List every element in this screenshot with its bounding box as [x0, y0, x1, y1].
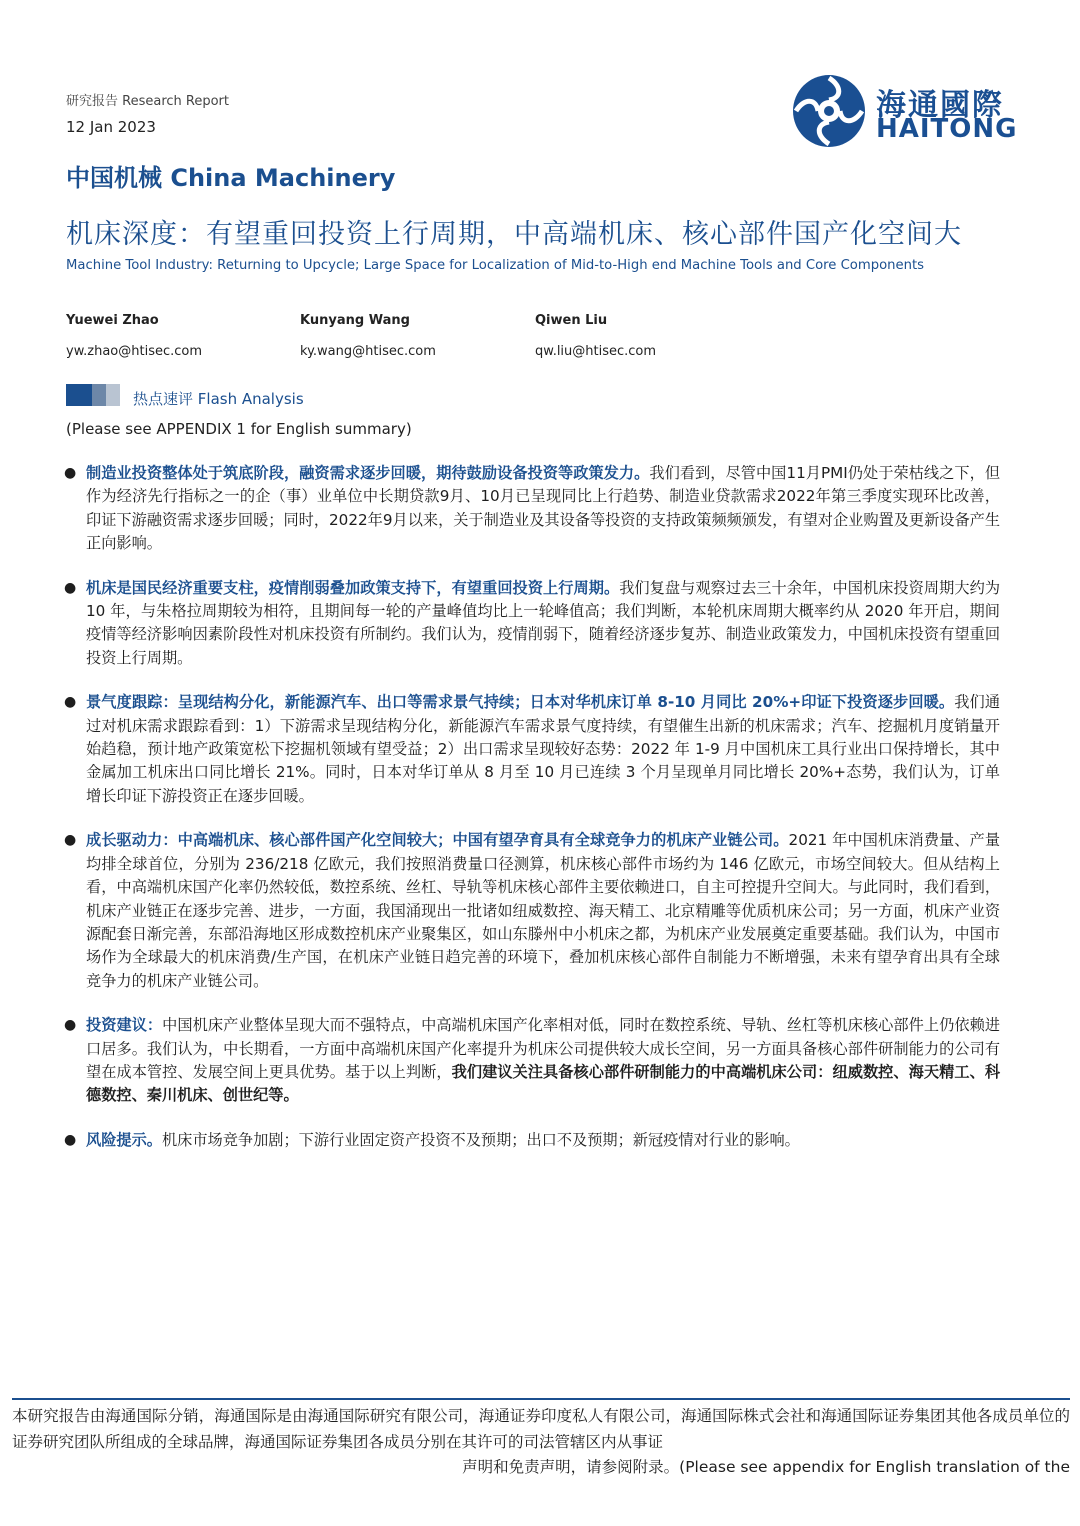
key-point — [62, 1129, 1000, 1152]
author-email[interactable]: yw.zhao@htisec.com — [66, 344, 203, 359]
report-type: 研究报告 Research Report — [66, 94, 229, 109]
bullet-dot-icon: ● — [64, 579, 77, 596]
key-point — [62, 462, 1000, 556]
key-point — [62, 691, 1000, 808]
author-email[interactable]: qw.liu@htisec.com — [535, 344, 657, 359]
key-point — [62, 1014, 1000, 1108]
key-point-headline: 景气度跟踪：呈现结构分化，新能源汽车、出口等需求景气持续；日本对华机床订单 8-10 月同比 20%+印证下投资逐步回暖。 — [86, 693, 955, 712]
investment-recommendation: 我们建议关注具备核心部件研制能力的中高端机床公司：纽威数控、海天精工、科德数控、秦川机床、创世纪等。 — [86, 1062, 1001, 1105]
author-name: Kunyang Wang — [300, 313, 410, 328]
haitong-emblem-icon — [790, 72, 868, 150]
report-title-en: Machine Tool Industry: Returning to Upcycle; Large Space for Localization of Mid-to-High end Machine Tools and Core Components — [66, 258, 925, 273]
report-date: 12 Jan 2023 — [66, 118, 156, 136]
flash-analysis-label: 热点速评 Flash Analysis — [133, 390, 304, 408]
key-point-headline: 投资建议： — [86, 1016, 163, 1035]
bullet-dot-icon: ● — [64, 1017, 77, 1034]
key-point-body: 我们看到，尽管中国11月PMI仍处于荣枯线之下，但作为经济先行指标之一的企（事）业单位中长期贷款9月、10月已呈现同比上行趋势、制造业贷款需求2022年第三季度实现环比改善，印证下游融资需求逐步回暖；同时，2022年9月以来，关于制造业及其设备等投资的支持政策频频颁发，有望对企业购置及更新设备产生正向影响。 — [86, 464, 1001, 553]
disclaimer-text: 本研究报告由海通国际分销，海通国际是由海通国际研究有限公司，海通证券印度私人有限公司，海通国际株式会社和海通国际证券集团其他各成员单位的证券研究团队所组成的全球品牌，海通国际证券集团各成员分别在其许可的司法管辖区内从事证 — [12, 1407, 1070, 1451]
bullet-dot-icon: ● — [64, 832, 77, 849]
report-title-cn: 机床深度：有望重回投资上行周期，中高端机床、核心部件国产化空间大 — [66, 219, 962, 250]
key-point — [62, 829, 1000, 993]
key-point-body: 中国机床产业整体呈现大而不强特点，中高端机床国产化率相对低，同时在数控系统、导轨、丝杠等机床核心部件上仍依赖进口居多。我们认为，中长期看，一方面中高端机床国产化率提升为机床公司提供较大成长空间，另一方面具备核心部件研制能力的公司有望在成本管控、发展空间上更具优势。基于以上判断， — [86, 1016, 1001, 1081]
appendix-note: (Please see APPENDIX 1 for English summary) — [66, 420, 412, 438]
key-point-body: 2021 年中国机床消费量、产量均排全球首位，分别为 236/218 亿欧元，我们按照消费量口径测算，机床核心部件市场约为 146 亿欧元，市场空间较大。但从结构上看，中高端机床国产化率仍然较低，数控系统、丝杠、导轨等机床核心部件主要依赖进口，自主可控提升空间大。与此同时，我们看到，机床产业链正在逐步完善、进步，一方面，我国涌现出一批诸如纽威数控、海天精工、北京精雕等优质机床公司；另一方面，机床产业资源配套日渐完善，东部沿海地区形成数控机床产业聚集区，如山东滕州中小机床之都，为机床产业发展奠定重要基础。我们认为，中国市场作为全球最大的机床消费/生产国，在机床产业链日趋完善的环境下，叠加机床核心部件自制能力不断增强，未来有望孕育出具有全球竞争力的机床产业链公司。 — [86, 831, 1001, 990]
key-points-list — [62, 462, 1000, 1152]
key-point-headline: 机床是国民经济重要支柱，疫情削弱叠加政策支持下，有望重回投资上行周期。 — [86, 578, 620, 597]
key-point-body: 机床市场竞争加剧；下游行业固定资产投资不及预期；出口不及预期；新冠疫情对行业的影响。 — [161, 1130, 800, 1149]
bullet-dot-icon: ● — [64, 465, 77, 481]
logo-text-en: HAITONG — [876, 114, 1018, 144]
disclaimer-text-last: 声明和免责声明，请参阅附录。(Please see appendix for English translation of the — [462, 1458, 1070, 1476]
key-point-headline: 风险提示。 — [86, 1130, 162, 1149]
bullet-dot-icon: ● — [64, 1131, 77, 1148]
key-point-headline: 成长驱动力：中高端机床、核心部件国产化空间较大；中国有望孕育具有全球竞争力的机床产业链公司。 — [86, 831, 789, 850]
sector-title: 中国机械 China Machinery — [66, 164, 396, 192]
footer-divider — [12, 1398, 1070, 1400]
key-point-body: 我们复盘与观察过去三十余年，中国机床投资周期大约为 10 年，与朱格拉周期较为相符，且期间每一轮的产量峰值均比上一轮峰值高；我们判断，本轮机床周期大概率约从 2020 年开启，期间疫情等经济影响因素阶段性对机床投资有所制约。我们认为，疫情削弱下，随着经济逐步复苏、制造业政策发力，中国机床投资有望重回投资上行周期。 — [86, 578, 1001, 667]
logo-text-cn: 海通國際 — [876, 88, 1004, 123]
key-point-body: 我们通过对机床需求跟踪看到：1）下游需求呈现结构分化，新能源汽车需求景气度持续，有望催生出新的机床需求；汽车、挖掘机月度销量开始趋稳，预计地产政策宽松下挖掘机领域有望受益；2）出口需求呈现较好态势：2022 年 1-9 月中国机床工具行业出口保持增长，其中金属加工机床出口同比增长 21%。同时，日本对华订单从 8 月至 10 月已连续 3 个月呈现单月同比增长 20%+态势，我们认为，订单增长印证下游投资正在逐步回暖。 — [86, 693, 1001, 805]
author-name: Qiwen Liu — [535, 313, 608, 328]
key-point-headline: 制造业投资整体处于筑底阶段，融资需求逐步回暖，期待鼓励设备投资等政策发力。 — [86, 464, 650, 482]
flash-analysis-marker — [66, 384, 120, 406]
author-email[interactable]: ky.wang@htisec.com — [300, 344, 436, 359]
key-point — [62, 577, 1000, 671]
bullet-dot-icon: ● — [64, 694, 77, 711]
haitong-logo — [790, 72, 1018, 152]
author-name: Yuewei Zhao — [66, 313, 159, 328]
footer-disclaimer — [12, 1404, 1070, 1481]
